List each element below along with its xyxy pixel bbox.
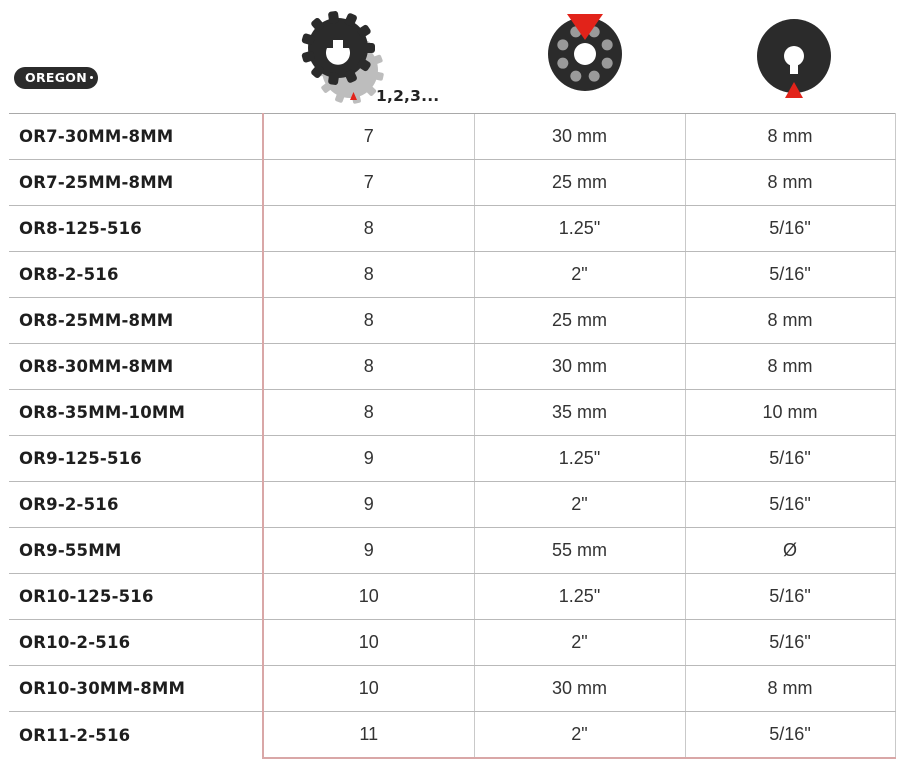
model-cell: OR10-30MM-8MM: [9, 666, 263, 712]
model-cell: OR8-25MM-8MM: [9, 298, 263, 344]
model-cell: OR9-55MM: [9, 528, 263, 574]
diameter-cell: 2": [474, 620, 685, 666]
model-cell: OR8-2-516: [9, 252, 263, 298]
teeth-cell: 10: [263, 574, 474, 620]
table-row: [9, 666, 895, 712]
diameter-cell: 1.25": [474, 436, 685, 482]
arbor-cell: Ø: [685, 528, 895, 574]
model-cell: OR10-2-516: [9, 620, 263, 666]
arbor-cell: 10 mm: [685, 390, 895, 436]
teeth-cell: 8: [263, 298, 474, 344]
model-cell: OR10-125-516: [9, 574, 263, 620]
arbor-cell: 8 mm: [685, 114, 895, 160]
table-row: [9, 712, 895, 759]
table-row: [9, 482, 895, 528]
table-row: [9, 252, 895, 298]
model-cell: OR9-125-516: [9, 436, 263, 482]
teeth-cell: 11: [263, 712, 474, 759]
bore-diameter-icon: [545, 14, 625, 94]
table-row: [9, 160, 895, 206]
teeth-cell: 9: [263, 436, 474, 482]
diameter-cell: 30 mm: [474, 344, 685, 390]
table-row: [9, 390, 895, 436]
teeth-cell: 9: [263, 482, 474, 528]
arbor-cell: 5/16": [685, 620, 895, 666]
model-cell: OR8-30MM-8MM: [9, 344, 263, 390]
diameter-cell: 1.25": [474, 206, 685, 252]
model-cell: OR7-25MM-8MM: [9, 160, 263, 206]
teeth-cell: 7: [263, 160, 474, 206]
teeth-cell: 8: [263, 390, 474, 436]
arbor-cell: 5/16": [685, 252, 895, 298]
teeth-cell: 9: [263, 528, 474, 574]
diameter-cell: 30 mm: [474, 666, 685, 712]
diameter-cell: 2": [474, 712, 685, 759]
table-header: [0, 0, 900, 113]
arbor-cell: 5/16": [685, 206, 895, 252]
teeth-cell: 8: [263, 206, 474, 252]
teeth-cell: 8: [263, 252, 474, 298]
table-row: [9, 298, 895, 344]
sprocket-spec-table: [9, 113, 896, 759]
arbor-hole-icon: [754, 18, 834, 98]
table-row: [9, 620, 895, 666]
diameter-cell: 35 mm: [474, 390, 685, 436]
oregon-logo: [14, 67, 98, 89]
model-cell: OR8-35MM-10MM: [9, 390, 263, 436]
model-cell: OR11-2-516: [9, 712, 263, 759]
table-row: [9, 574, 895, 620]
model-cell: OR8-125-516: [9, 206, 263, 252]
table-row: [9, 344, 895, 390]
model-cell: OR9-2-516: [9, 482, 263, 528]
teeth-cell: 7: [263, 114, 474, 160]
table-row: [9, 436, 895, 482]
arbor-cell: 8 mm: [685, 298, 895, 344]
teeth-cell: 10: [263, 666, 474, 712]
arbor-cell: 5/16": [685, 712, 895, 759]
model-cell: OR7-30MM-8MM: [9, 114, 263, 160]
arbor-cell: 8 mm: [685, 666, 895, 712]
teeth-count-caption: 1,2,3...: [376, 87, 440, 105]
diameter-cell: 25 mm: [474, 298, 685, 344]
diameter-cell: 25 mm: [474, 160, 685, 206]
teeth-cell: 10: [263, 620, 474, 666]
sprocket-teeth-icon: [298, 8, 388, 104]
teeth-cell: 8: [263, 344, 474, 390]
diameter-cell: 55 mm: [474, 528, 685, 574]
arbor-cell: 5/16": [685, 574, 895, 620]
diameter-cell: 1.25": [474, 574, 685, 620]
table-row: [9, 206, 895, 252]
arbor-cell: 8 mm: [685, 160, 895, 206]
diameter-cell: 2": [474, 252, 685, 298]
table-row: [9, 528, 895, 574]
arbor-cell: 5/16": [685, 482, 895, 528]
logo-text: OREGON: [25, 70, 87, 85]
arbor-cell: 8 mm: [685, 344, 895, 390]
diameter-cell: 30 mm: [474, 114, 685, 160]
logo-dot: [90, 76, 93, 79]
diameter-cell: 2": [474, 482, 685, 528]
table-row: [9, 114, 895, 160]
arbor-cell: 5/16": [685, 436, 895, 482]
